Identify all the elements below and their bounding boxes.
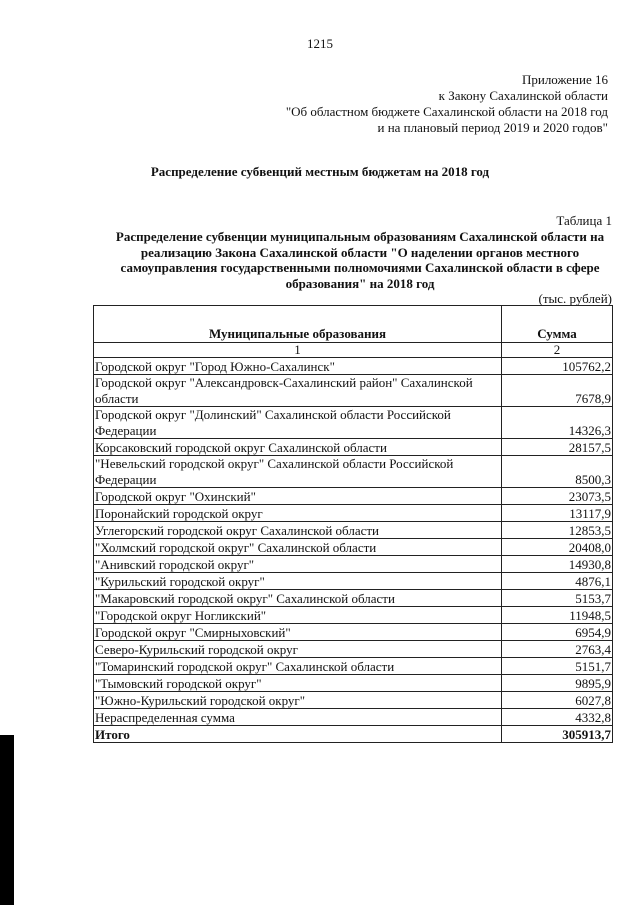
table-row — [94, 456, 613, 488]
sum-value: 14326,3 — [502, 407, 613, 439]
municipality-name: Углегорский городской округ Сахалинской области — [94, 522, 502, 539]
table-row — [94, 709, 613, 726]
total-label: Итого — [94, 726, 502, 743]
sum-value: 12853,5 — [502, 522, 613, 539]
sum-value: 9895,9 — [502, 675, 613, 692]
table-row — [94, 573, 613, 590]
table-row — [94, 358, 613, 375]
municipality-name: Городской округ "Долинский" Сахалинской области Российской Федерации — [94, 407, 502, 439]
table-row — [94, 556, 613, 573]
sum-value: 105762,2 — [502, 358, 613, 375]
municipality-name: Поронайский городской округ — [94, 505, 502, 522]
table-row — [94, 607, 613, 624]
sum-value: 5151,7 — [502, 658, 613, 675]
table-row — [94, 439, 613, 456]
municipality-name: Городской округ "Город Южно-Сахалинск" — [94, 358, 502, 375]
table-row — [94, 641, 613, 658]
table-row — [94, 407, 613, 439]
sum-value: 28157,5 — [502, 439, 613, 456]
table-header-row — [94, 306, 613, 343]
scan-artifact-bar — [0, 735, 14, 905]
municipality-name: "Холмский городской округ" Сахалинской области — [94, 539, 502, 556]
units-label: (тыс. рублей) — [538, 291, 612, 306]
total-row — [94, 726, 613, 743]
appendix-line: к Закону Сахалинской области — [438, 88, 608, 103]
table-row — [94, 488, 613, 505]
column-number-row — [94, 343, 613, 358]
sum-value: 14930,8 — [502, 556, 613, 573]
appendix-header — [286, 72, 608, 136]
municipality-name: "Макаровский городской округ" Сахалинской области — [94, 590, 502, 607]
column-header-sum: Сумма — [502, 306, 613, 343]
sum-value: 5153,7 — [502, 590, 613, 607]
appendix-line: Приложение 16 — [521, 72, 608, 87]
table-row — [94, 590, 613, 607]
municipality-name: "Анивский городской округ" — [94, 556, 502, 573]
sum-value: 6954,9 — [502, 624, 613, 641]
table-row — [94, 624, 613, 641]
table-row — [94, 505, 613, 522]
sum-value: 11948,5 — [502, 607, 613, 624]
sum-value: 2763,4 — [502, 641, 613, 658]
table-row — [94, 539, 613, 556]
sum-value: 8500,3 — [502, 456, 613, 488]
column-header-municipality: Муниципальные образования — [94, 306, 502, 343]
table-row — [94, 375, 613, 407]
sum-value: 23073,5 — [502, 488, 613, 505]
main-title: Распределение субвенций местным бюджетам на 2018 год — [150, 164, 490, 179]
table-row — [94, 675, 613, 692]
municipality-name: Нераспределенная сумма — [94, 709, 502, 726]
column-number: 1 — [94, 343, 502, 358]
table-row — [94, 658, 613, 675]
sum-value: 6027,8 — [502, 692, 613, 709]
municipality-name: Корсаковский городской округ Сахалинской области — [94, 439, 502, 456]
municipality-name: Городской округ "Охинский" — [94, 488, 502, 505]
table-label: Таблица 1 — [556, 213, 612, 228]
total-value: 305913,7 — [502, 726, 613, 743]
municipality-name: "Городской округ Ногликский" — [94, 607, 502, 624]
page-number: 1215 — [307, 36, 333, 51]
subvention-table — [93, 305, 613, 743]
sum-value: 20408,0 — [502, 539, 613, 556]
municipality-name: Городской округ "Смирныховский" — [94, 624, 502, 641]
municipality-name: "Томаринский городской округ" Сахалинской области — [94, 658, 502, 675]
sum-value: 4876,1 — [502, 573, 613, 590]
appendix-line: и на плановый период 2019 и 2020 годов" — [377, 120, 608, 135]
municipality-name: "Курильский городской округ" — [94, 573, 502, 590]
appendix-line: "Об областном бюджете Сахалинской области на 2018 год — [285, 104, 608, 119]
municipality-name: Северо-Курильский городской округ — [94, 641, 502, 658]
sum-value: 7678,9 — [502, 375, 613, 407]
municipality-name: "Тымовский городской округ" — [94, 675, 502, 692]
municipality-name: Городской округ "Александровск-Сахалинский район" Сахалинской области — [94, 375, 502, 407]
sum-value: 13117,9 — [502, 505, 613, 522]
table-row — [94, 522, 613, 539]
municipality-name: "Южно-Курильский городской округ" — [94, 692, 502, 709]
column-number: 2 — [502, 343, 613, 358]
sum-value: 4332,8 — [502, 709, 613, 726]
table-row — [94, 692, 613, 709]
municipality-name: "Невельский городской округ" Сахалинской области Российской Федерации — [94, 456, 502, 488]
table-title: Распределение субвенции муниципальным образованиям Сахалинской области на реализацию Закона Сахалинской области "О наделении органов местного самоуправления государственными полномочиями Сахалинской области в сфере образования" на 2018 год — [115, 229, 605, 291]
